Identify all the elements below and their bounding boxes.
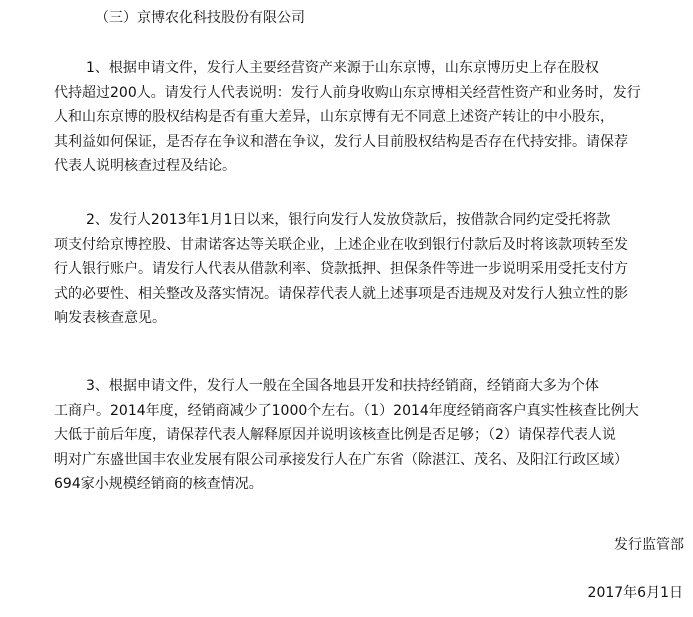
paragraph-1 bbox=[54, 56, 684, 179]
paragraph-line: 代持超过200人。请发行人代表说明：发行人前身收购山东京博相关经营性资产和业务时，发行 bbox=[54, 84, 641, 101]
paragraph-line: 响发表核查意见。 bbox=[54, 310, 166, 326]
paragraph-line: 3、根据申请文件，发行人一般在全国各地县开发和扶持经销商，经销商大多为个体 bbox=[86, 378, 599, 394]
paragraph-line: 式的必要性、相关整改及落实情况。请保荐代表人就上述事项是否违规及对发行人独立性的影 bbox=[54, 285, 628, 302]
paragraph-line: 694家小规模经销商的核查情况。 bbox=[54, 476, 263, 492]
paragraph-line: 2、发行人2013年1月1日以来，银行向发行人发放贷款后，按借款合同约定受托将款 bbox=[86, 212, 611, 228]
paragraph-line: 项支付给京博控股、甘肃诺客达等关联企业，上述企业在收到银行付款后及时将该款项转至发 bbox=[54, 236, 628, 253]
paragraph-line: 大低于前后年度，请保荐代表人解释原因并说明该核查比例是否足够；（2）请保荐代表人说 bbox=[54, 427, 616, 443]
paragraph-3 bbox=[54, 374, 684, 497]
paragraph-line: 1、根据申请文件，发行人主要经营资产来源于山东京博，山东京博历史上存在股权 bbox=[86, 60, 599, 76]
paragraph-line: 代表人说明核查过程及结论。 bbox=[54, 158, 236, 174]
paragraph-line: 其利益如何保证，是否存在争议和潜在争议，发行人目前股权结构是否存在代持安排。请保荐 bbox=[54, 133, 628, 150]
document-date: 2017年6月1日 bbox=[587, 585, 683, 601]
paragraph-line: 明对广东盛世国丰农业发展有限公司承接发行人在广东省（除湛江、茂名、及阳江行政区域） bbox=[54, 451, 628, 468]
paragraph-2 bbox=[54, 208, 684, 331]
signature: 发行监管部 bbox=[614, 537, 684, 553]
paragraph-line: 工商户。2014年度，经销商减少了1000个左右。（1）2014年度经销商客户真实性核查比例大 bbox=[54, 402, 639, 419]
section-heading: （三）京博农化科技股份有限公司 bbox=[95, 10, 305, 26]
paragraph-line: 人和山东京博的股权结构是否有重大差异，山东京博有无不同意上述资产转让的中小股东， bbox=[54, 109, 614, 125]
paragraph-line: 行人银行账户。请发行人代表从借款利率、贷款抵押、担保条件等进一步说明采用受托支付方 bbox=[54, 261, 628, 277]
